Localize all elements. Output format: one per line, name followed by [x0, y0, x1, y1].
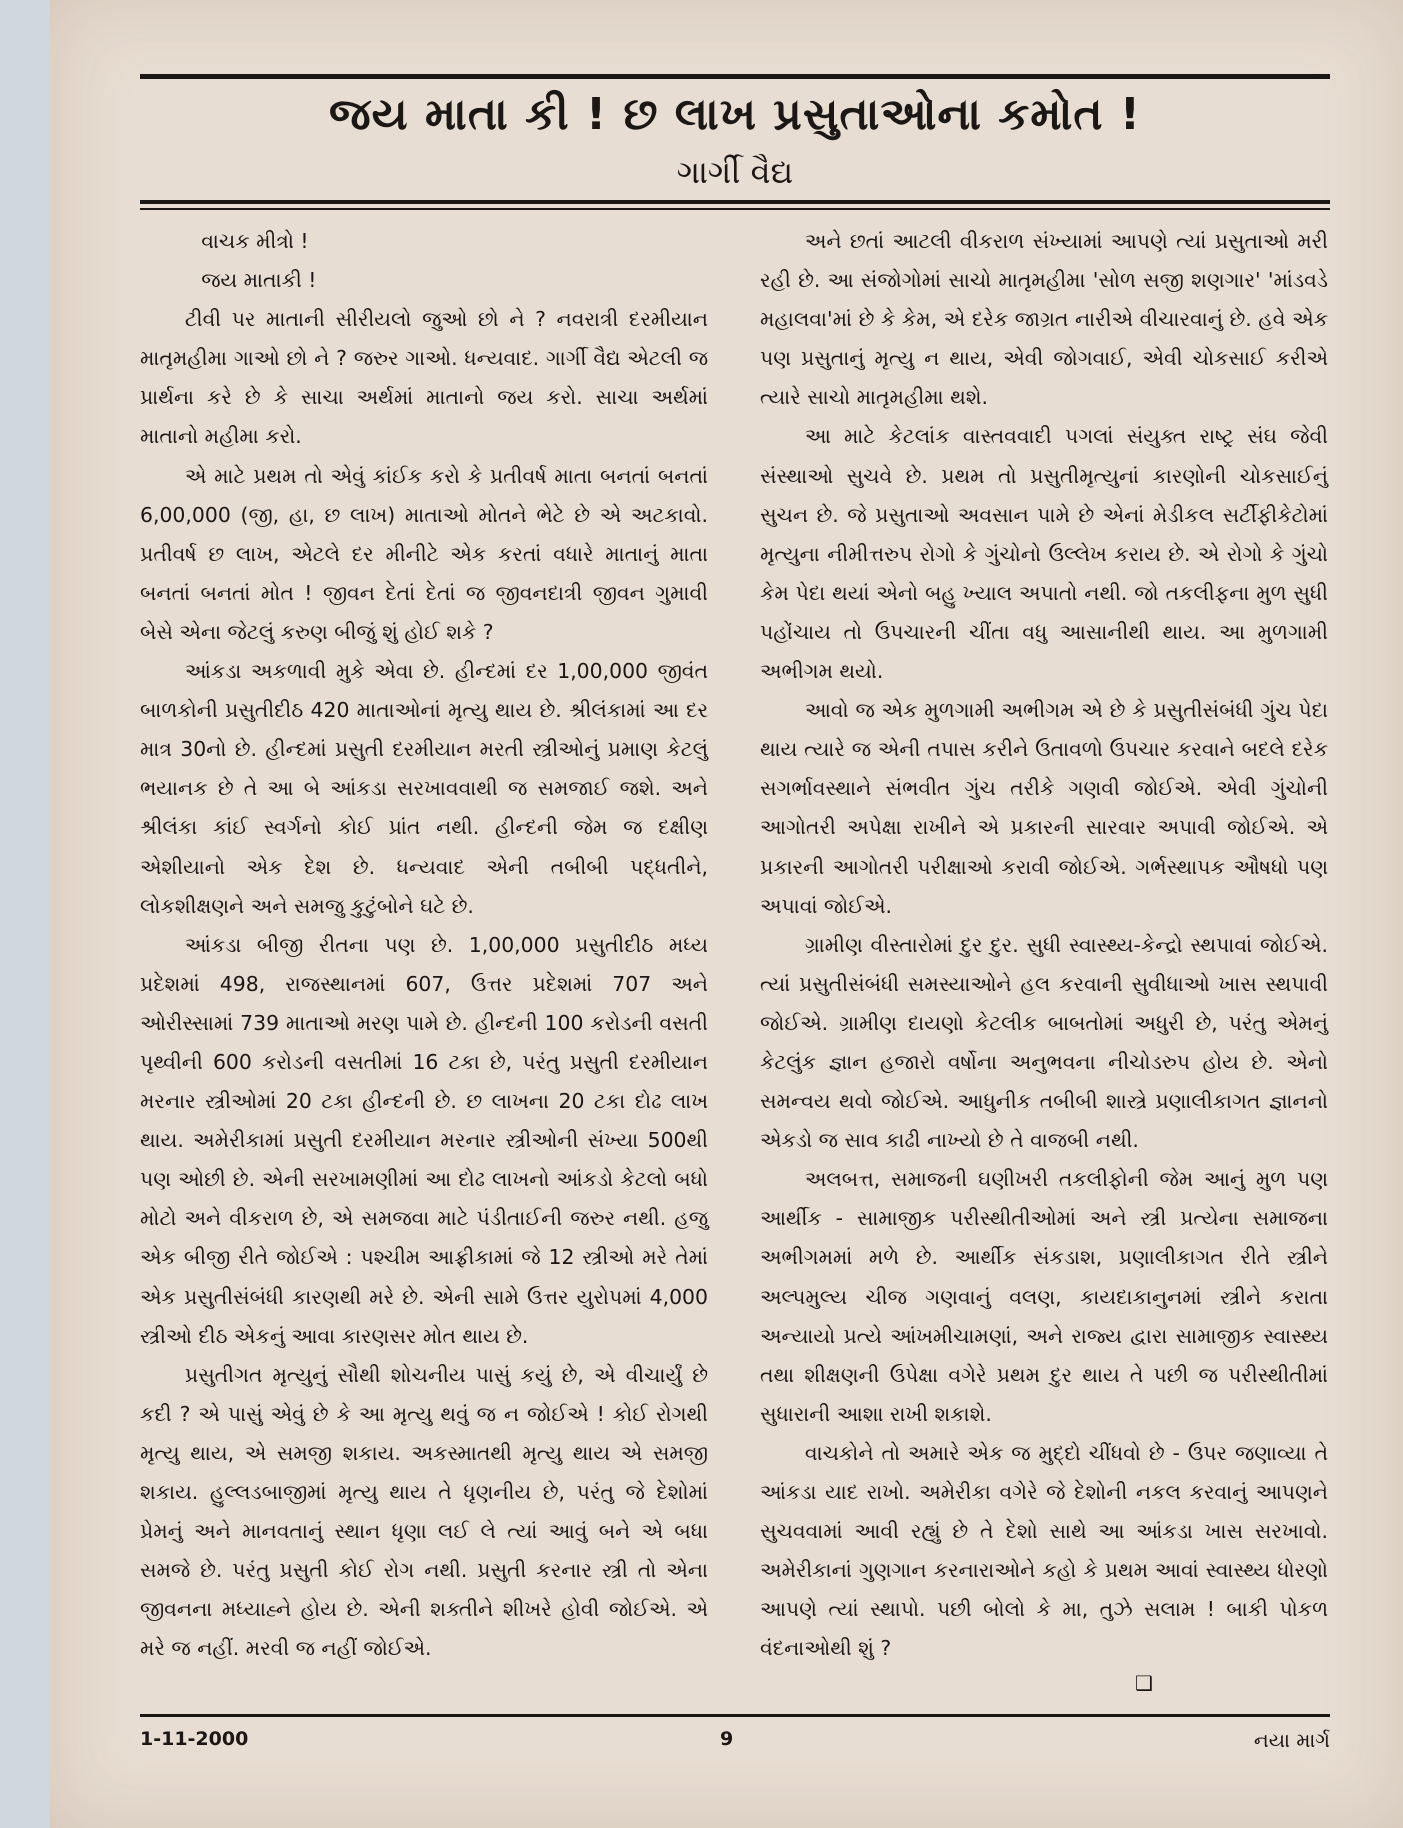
title-rule-lower — [140, 208, 1330, 210]
article-left-column — [140, 222, 708, 1668]
article-paragraph: અલબત્ત, સમાજની ઘણીખરી તકલીફોની જેમ આનું મુળ પણ આર્થીક - સામાજીક પરીસ્થીતીઓમાં અને સ્ત્રી પ્રત્યેના સમાજના અભીગમમાં મળે છે. આર્થીક સંકડાશ, પ્રણાલીકાગત રીતે સ્ત્રીને અલ્પમુલ્ય ચીજ ગણવાનું વલણ, કાયદાકાનુનમાં સ્ત્રીને કરાતા અન્યાયો પ્રત્યે આંખમીચામણાં, અને રાજ્ય દ્વારા સામાજીક સ્વાસ્થ્ય તથા શીક્ષણની ઉપેક્ષા વગેરે પ્રથમ દુર થાય તે પછી જ પરીસ્થીતીમાં સુધારાની આશા રાખી શકાશે. — [760, 1167, 1328, 1426]
article-paragraph: આવો જ એક મુળગામી અભીગમ એ છે કે પ્રસુતીસંબંધી ગુંચ પેદા થાય ત્યારે જ એની તપાસ કરીને ઉતાવળો ઉપચાર કરવાને બદલે દરેક સગર્ભાવસ્થાને સંભવીત ગુંચ તરીકે ગણવી જોઈએ. એવી ગુંચોની આગોતરી અપેક્ષા રાખીને એ પ્રકારની સારવાર અપાવી જોઈએ. એ પ્રકારની આગોતરી પરીક્ષાઓ કરાવી જોઈએ. ગર્ભસ્થાપક ઔષધો પણ અપાવાં જોઈએ. — [760, 698, 1328, 918]
headline: જય માતા કી ! છ લાખ પ્રસુતાઓના કમોત ! — [329, 89, 1141, 140]
article-paragraph: ટીવી પર માતાની સીરીયલો જુઓ છો ને ? નવરાત્રી દરમીયાન માતૃમહીમા ગાઓ છો ને ? જરુર ગાઓ. ધન્યવાદ. ગાર્ગી વૈદ્ય એટલી જ પ્રાર્થના કરે છે કે સાચા અર્થમાં માતાનો જય કરો. સાચા અર્થમાં માતાનો મહીમા કરો. — [140, 307, 708, 449]
article-paragraph: ગ્રામીણ વીસ્તારોમાં દુર દુર. સુધી સ્વાસ્થ્ય-કેન્દ્રો સ્થપાવાં જોઈએ. ત્યાં પ્રસુતીસંબંધી સમસ્યાઓને હલ કરવાની સુવીધાઓ ખાસ સ્થપાવી જોઈએ. ગ્રામીણ દાયણો કેટલીક બાબતોમાં અધુરી છે, પરંતુ એમનું કેટલુંક જ્ઞાન હજારો વર્ષોના અનુભવના નીચોડરુપ હોય છે. એનો સમન્વય થવો જોઈએ. આધુનીક તબીબી શાસ્ત્રે પ્રણાલીકાગત જ્ઞાનનો એકડો જ સાવ કાઢી નાખ્યો છે તે વાજબી નથી. — [760, 932, 1328, 1153]
article-paragraph: વાચકોને તો અમારે એક જ મુદ્દો ચીંધવો છે - ઉપર જણાવ્યા તે આંકડા યાદ રાખો. અમેરીકા વગેરે જે દેશોની નકલ કરવાનું આપણને સુચવવામાં આવી રહ્યું છે તે દેશો સાથે આ આંકડા ખાસ સરખાવો. અમેરીકાનાં ગુણગાન કરનારાઓને કહો કે પ્રથમ આવાં સ્વાસ્થ્ય ધોરણો આપણે ત્યાં સ્થાપો. પછી બોલો કે મા, તુઝે સલામ ! બાકી પોકળ વંદનાઓથી શું ? — [760, 1440, 1328, 1661]
article-paragraph: આંકડા અકળાવી મુકે એવા છે. હીન્દમાં દર 1,00,000 જીવંત બાળકોની પ્રસુતીદીઠ 420 માતાઓનાં મૃત્યુ થાય છે. શ્રીલંકામાં આ દર માત્ર 30નો છે. હીન્દમાં પ્રસુતી દરમીયાન મરતી સ્ત્રીઓનું પ્રમાણ કેટલું ભયાનક છે તે આ બે આંકડા સરખાવવાથી જ સમજાઈ જશે. અને શ્રીલંકા કાંઈ સ્વર્ગનો કોઈ પ્રાંત નથી. હીન્દની જેમ જ દક્ષીણ એશીયાનો એક દેશ છે. ધન્યવાદ એની તબીબી પદ્ધતીને, લોકશીક્ષણને અને સમજુ કુટુંબોને ઘટે છે. — [140, 659, 708, 918]
publication-name: નયા માર્ગ — [1253, 1728, 1330, 1752]
greeting: જય માતાકી ! — [201, 268, 317, 293]
salutation: વાચક મીત્રો ! — [201, 229, 309, 253]
article-right-column — [760, 222, 1328, 1698]
footer-rule — [140, 1714, 1330, 1717]
title-rule-upper — [140, 200, 1330, 204]
article-paragraph: એ માટે પ્રથમ તો એવું કાંઈક કરો કે પ્રતીવર્ષ માતા બનતાં બનતાં 6,00,000 (જી, હા, છ લાખ) માતાઓ મોતને ભેટે છે એ અટકાવો. પ્રતીવર્ષ છ લાખ, એટલે દર મીનીટે એક કરતાં વધારે માતાનું માતા બનતાં બનતાં મોત ! જીવન દેતાં દેતાં જ જીવનદાત્રી જીવન ગુમાવી બેસે એના જેટલું કરુણ બીજું શું હોઈ શકે ? — [140, 463, 708, 644]
end-of-article-mark: ❑ — [1135, 1671, 1153, 1696]
issue-date: 1-11-2000 — [140, 1728, 249, 1750]
article-paragraph: પ્રસુતીગત મૃત્યુનું સૌથી શોચનીય પાસું કયું છે, એ વીચાર્યું છે કદી ? એ પાસું એવું છે કે આ મૃત્યુ થવું જ ન જોઈએ ! કોઈ રોગથી મૃત્યુ થાય, એ સમજી શકાય. અકસ્માતથી મૃત્યુ થાય એ સમજી શકાય. હુલ્લડબાજીમાં મૃત્યુ થાય તે ધૃણનીય છે, પરંતુ જે દેશોમાં પ્રેમનું અને માનવતાનું સ્થાન ધૃણા લઈ લે ત્યાં આવું બને એ બધા સમજે છે. પરંતુ પ્રસુતી કોઈ રોગ નથી. પ્રસુતી કરનાર સ્ત્રી તો એના જીવનના મધ્યાહ્ને હોય છે. એની શક્તીને શીખરે હોવી જોઈએ. એ મરે જ નહીં. મરવી જ નહીં જોઈએ. — [140, 1362, 708, 1661]
article-paragraph: અને છતાં આટલી વીકરાળ સંખ્યામાં આપણે ત્યાં પ્રસુતાઓ મરી રહી છે. આ સંજોગોમાં સાચો માતૃમહીમા 'સોળ સજી શણગાર' 'માંડવડે મહાલવા'માં છે કે કેમ, એ દરેક જાગ્રત નારીએ વીચારવાનું છે. હવે એક પણ પ્રસુતાનું મૃત્યુ ન થાય, એવી જોગવાઈ, એવી ચોકસાઈ કરીએ ત્યારે સાચો માતૃમહીમા થશે. — [760, 229, 1328, 410]
article-paragraph: આ માટે કેટલાંક વાસ્તવવાદી પગલાં સંયુક્ત રાષ્ટ્ર સંઘ જેવી સંસ્થાઓ સુચવે છે. પ્રથમ તો પ્રસુતીમૃત્યુનાં કારણોની ચોકસાઈનું સુચન છે. જે પ્રસુતાઓ અવસાન પામે છે એનાં મેડીકલ સર્ટીફીકેટોમાં મૃત્યુના નીમીત્તરુપ રોગો કે ગુંચોનો ઉલ્લેખ કરાય છે. એ રોગો કે ગુંચો કેમ પેદા થયાં એનો બહુ ખ્યાલ અપાતો નથી. જો તકલીફના મુળ સુધી પહોંચાય તો ઉપચારની ચીંતા વધુ આસાનીથી થાય. આ મુળગામી અભીગમ થયો. — [760, 424, 1328, 684]
article-paragraph: આંકડા બીજી રીતના પણ છે. 1,00,000 પ્રસુતીદીઠ મધ્ય પ્રદેશમાં 498, રાજસ્થાનમાં 607, ઉત્તર પ્રદેશમાં 707 અને ઓરીસ્સામાં 739 માતાઓ મરણ પામે છે. હીન્દની 100 કરોડની વસતી પૃથ્વીની 600 કરોડની વસતીમાં 16 ટકા છે, પરંતુ પ્રસુતી દરમીયાન મરનાર સ્ત્રીઓમાં 20 ટકા હીન્દની છે. છ લાખના 20 ટકા દોઢ લાખ થાય. અમેરીકામાં પ્રસુતી દરમીયાન મરનાર સ્ત્રીઓની સંખ્યા 500થી પણ ઓછી છે. એની સરખામણીમાં આ દોઢ લાખનો આંકડો કેટલો બધો મોટો અને વીકરાળ છે, એ સમજવા માટે પંડીતાઈની જરુર નથી. હજુ એક બીજી રીતે જોઈએ : પશ્ચીમ આફ્રીકામાં જે 12 સ્ત્રીઓ મરે તેમાં એક પ્રસુતીસંબંધી કારણથી મરે છે. એની સામે ઉત્તર યુરોપમાં 4,000 સ્ત્રીઓ દીઠ એકનું આવા કારણસર મોત થાય છે. — [140, 932, 708, 1348]
byline: ગાર્ગી વૈદ્ય — [676, 153, 794, 191]
page-number: 9 — [720, 1728, 734, 1750]
top-rule — [140, 74, 1330, 79]
